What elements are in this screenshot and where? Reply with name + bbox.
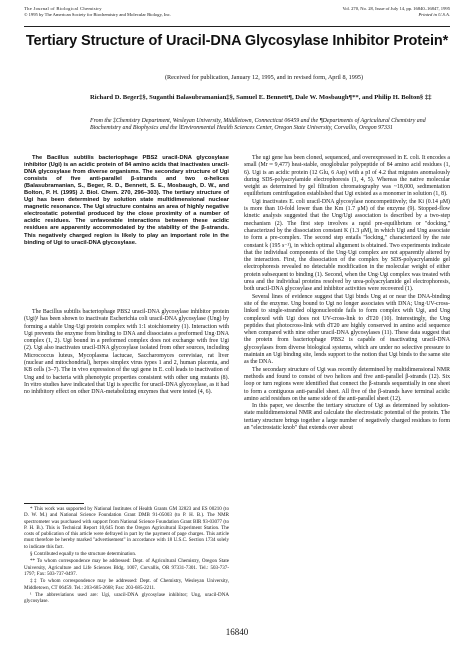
running-head-right (343, 6, 451, 18)
paragraph-binding-site: Several lines of evidence suggest that Ugi binds Ung at or near the DNA-binding site of the enzyme. Ung bound to Ugi no longer associates with DNA; Ung·UV-cross-linked to single-stranded oligonucleotide fails to form complex with Ugi, and Ung complexed with Ugi does not UV-cross-link to dT20 (10). Interestingly, the Ung peptides that photocross-link with dT20 are highly conserved in amino acid sequence when compared with nine other uracil-DNA glycosylases (11). These data suggest that the protein from bacteriophage PBS2 is capable of inactivating uracil-DNA glycosylases from diverse biological systems, which are under no selective pressure to maintain an Ugi binding site, lends support to the notion that Ugi binds to the same site as the DNA. (244, 293, 450, 366)
footnote-equal-contribution: § Contributed equally to the structure determination. (30, 550, 137, 557)
paragraph-this-paper: In this paper, we describe the tertiary structure of Ugi as determined by solution-state multidimensional NMR and calculate the electrostatic potential of the protein. The tertiary structure brings together a large number of negatively charged residues to form an "electrostatic knob" that extends over about (244, 403, 450, 431)
running-head-left (24, 6, 171, 18)
header-rule (24, 26, 450, 27)
printed-in: Printed in U.S.A. (418, 12, 450, 17)
footnote-abbreviations: ¹ The abbreviations used are: Ugi, uracil-DNA glycosylase inhibitor; Ung, uracil-DNA glycosylase. (24, 592, 229, 605)
footnote-correspondence-bolton: ‡‡ To whom correspondence may be addressed: Dept. of Chemistry, Wesleyan University, Middletown, CT 06459. Tel.: 203-685-2668; Fax: 203-685-2211. (24, 578, 229, 591)
author-list: Richard D. Beger‡§, Suganthi Balasubramanian‡§, Samuel E. Bennett¶, Dale W. Mosbaugh¶**, and Philip H. Bolton§ ‡‡ (90, 94, 432, 101)
copyright-line: © 1995 by The American Society for Biochemistry and Molecular Biology, Inc. (24, 12, 171, 17)
introduction-paragraph: The Bacillus subtilis bacteriophage PBS2 uracil-DNA glycosylase inhibitor protein (Ugi)¹ has been shown to inactivate Escherichia coli uracil-DNA glycosylase (Ung) by forming a stable Ung·Ugi protein complex with 1:1 stoichiometry (1). Interaction with Ugi prevents the enzyme from binding to DNA and dissociates a preformed Ung·DNA complex (1, 2). Ugi bound in a preformed complex does not exchange with free Ugi (2). Ugi also inactivates uracil-DNA glycosylase isolated from other sources, including Micrococcus luteus, Mycoplasma lactucae, Saccharomyces cerevisiae, rat liver (nuclear and mitochondrial), herpes simplex virus types 1 and 2, human placenta, and KB cells (3–7). The in vivo expression of the ugi gene in E. coli leads to inactivation of Ung and to bacteria with phenotypic properties consistent with other ung mutants (8). In vitro studies have indicated that Ugi is specific for uracil-DNA glycosylase, as it had no inhibitory effect on other DNA-metabolizing enzymes that were tested (4, 6). (24, 309, 229, 396)
paragraph-secondary-structure: The secondary structure of Ugi was recently determined by multidimensional NMR methods and found to consist of two helices and five anti-parallel β-strands (12). Six loop or turn regions were identified that connect the β-strands sequentially in one sheet to form a contiguous anti-parallel sheet. All five of the β-strands have terminal acidic amino acid residues on the same side of the anti-parallel sheet (12). (244, 366, 450, 402)
running-head (24, 6, 450, 18)
footnotes (24, 506, 229, 606)
footnote-funding: * This work was supported by National Institutes of Health Grants GM 32823 and ES 00210 (to D. W. M.) and National Science Foundation Grant DMB 91-05003 (to P. H. B.). The NMR spectrometer was purchased with support from National Science Foundation Grant BIR 93-03077 (to P. H. B.). This is Technical Report 10,645 from the Oregon Agricultural Experiment Station. The costs of publication of this article were defrayed in part by the payment of page charges. This article must therefore be hereby marked "advertisement" in accordance with 18 U.S.C. Section 1734 solely to indicate this fact. (24, 506, 229, 550)
right-column (244, 155, 450, 432)
footnote-rule (24, 503, 84, 504)
abstract: The Bacillus subtilis bacteriophage PBS2 uracil-DNA glycosylase inhibitor (Ugi) is an acidic protein of 84 amino acids that inactivates uracil-DNA glycosylase from diverse organisms. The secondary structure of Ugi consists of five anti-parallel β-strands and two α-helices (Balasubramanian, S., Beger, R. D., Bennett, S. E., Mosbaugh, D. W., and Bolton, P. H. (1995) J. Biol. Chem. 270, 296–303). The tertiary structure of Ugi has been determined by solution state multidimensional nuclear magnetic resonance. The Ugi structure contains an area of highly negative electrostatic potential produced by the close proximity of a number of acidic residues. The unfavorable interactions between these acidic residues are apparently accommodated by the stability of the β-strands. This negatively charged region is likely to play an important role in the binding of Ugi to uracil-DNA glycosylase. (24, 155, 229, 246)
received-dates: (Received for publication, January 12, 1995, and in revised form, April 8, 1995) (164, 74, 364, 81)
page-number: 16840 (225, 627, 249, 637)
volume-info: Vol. 270, No. 28, Issue of July 14, pp. 16840–16847, 1995 (342, 6, 450, 11)
paragraph-kinetics: Ugi inactivates E. coli uracil-DNA glycosylase noncompetitively; the Ki (0.14 μM) is more than 10-fold lower than the Km (1.7 μM) of the enzyme (9). Stopped-flow kinetic analysis suggested that the Ung/Ugi association is described by a two-step mechanism (2). The first step involves a rapid pre-equilibrium or "docking," characterized by the dissociation constant K (1.3 μM), in which Ugi and Ung associate to form a pre-complex. The second step entails "locking," characterized by the rate constant k (195 s⁻¹), in which optimal alignment is obtained. Two experiments indicate that the individual components of the Ung·Ugi complex are not apparently altered by the interaction. First, the dissociation of the complex by SDS-polyacrylamide gel electrophoresis revealed no detectable modification in the molecular weight of either protein subsequent to binding (1). Second, when the Ung·Ugi complex was treated with urea and the individual proteins resolved by urea-polyacrylamide gel electrophoresis, both uracil-DNA glycosylase and inhibitor activities were recovered (1). (244, 198, 450, 293)
footnote-correspondence-mosbaugh: ** To whom correspondence may be addressed: Dept. of Agricultural Chemistry, Oregon State University, Agriculture and Life Sciences Bldg. 1007, Corvallis, OR 97331-7301. Tel.: 503-737-1797; Fax: 503-737-0497. (24, 558, 229, 577)
paragraph-gene: The ugi gene has been cloned, sequenced, and overexpressed in E. coli. It encodes a small (Mr ≈ 9,477) heat-stable, onoglobular polypeptide of 84 amino acid residues (1, 6). Ugi is an acidic protein (12 Glu, 6 Asp) with a pI of 4.2 that migrates anomalously during SDS-polyacrylamide electrophoresis (1, 4, 5). Whereas the native molecular weight as determined by gel filtration chromatography was ~18,000, sedimentation equilibrium centrifugation established that Ugi existed as a monomer in solution (1, 8). (244, 155, 450, 198)
article-title: Tertiary Structure of Uracil-DNA Glycosylase Inhibitor Protein* (25, 33, 449, 49)
journal-name: The Journal of Biological Chemistry (24, 6, 102, 11)
affiliations: From the ‡Chemistry Department, Wesleyan University, Middletown, Connecticut 06459 and the ¶Departments of Agricultural Chemistry and Biochemistry and Biophysics and the ‖Environmental Health Sciences Center, Oregon State University, Corvallis, Oregon 97331 (90, 118, 426, 132)
